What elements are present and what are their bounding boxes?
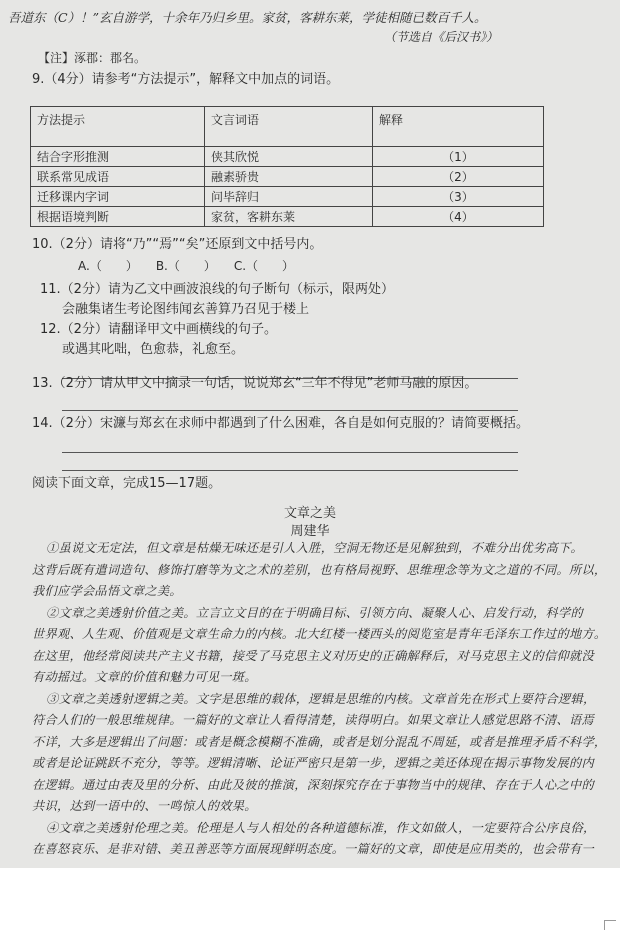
table-cell: 结合字形推测 xyxy=(31,147,205,167)
question-14-stem: 14.（2分）宋濂与郑玄在求师中都遇到了什么困难，各自是如何克服的？请简要概括。 xyxy=(32,416,529,431)
question-10-stem: 10.（2分）请将“乃”“焉”“矣”还原到文中括号内。 xyxy=(32,237,323,252)
table-cell: 家贫，客耕东莱 xyxy=(205,207,373,227)
table-cell: 联系常见成语 xyxy=(31,167,205,187)
answer-blank[interactable]: （3） xyxy=(373,187,544,207)
article-line: 或者是论证跳跃不充分，等等。逻辑清晰、论证严密只是第一步，逻辑之美还体现在揭示事物发展的内 xyxy=(32,756,594,770)
article-line: 在这里，他经常阅读共产主义书籍，接受了马克思主义对历史的正确解释后，对马克思主义的信仰就没 xyxy=(32,648,594,663)
table-header-row xyxy=(31,107,544,147)
question-9-stem: 9.（4分）请参考“方法提示”，解释文中加点的词语。 xyxy=(32,72,340,87)
question-11-sentence: 会融集诸生考论图纬闻玄善算乃召见于楼上 xyxy=(62,302,310,317)
question-12-stem: 12.（2分）请翻译甲文中画横线的句子。 xyxy=(40,322,277,337)
article-line: 共识，达到一语中的、一鸣惊人的效果。 xyxy=(32,799,257,813)
table-cell: 融素骄贵 xyxy=(205,167,373,187)
article-line: 不详，大多是逻辑出了问题：或者是概念模糊不准确，或者是划分混乱不周延，或者是推理矛盾不科学， xyxy=(32,734,607,749)
answer-line[interactable] xyxy=(62,452,518,453)
article-line: 世界观、人生观、价值观是文章生命力的内核。北大红楼一楼西头的阅览室是青年毛泽东工作过的地方。 xyxy=(32,627,607,641)
method-table xyxy=(30,106,544,227)
table-row xyxy=(31,147,544,167)
header-word: 文言词语 xyxy=(205,107,373,147)
passage-line: 吾道东（C）！”玄自游学，十余年乃归乡里。家贫，客耕东莱，学徒相随已数百千人。 xyxy=(8,10,487,25)
table-row xyxy=(31,187,544,207)
article-line: ③文章之美透射逻辑之美。文字是思维的载体，逻辑是思维的内核。文章首先在形式上要符合逻辑， xyxy=(46,691,596,706)
annotation-note: 【注】涿郡：郡名。 xyxy=(38,51,147,65)
article-line: ②文章之美透射价值之美。立言立文目的在于明确目标、引领方向、凝聚人心、启发行动，科学的 xyxy=(46,605,583,620)
header-explain: 解释 xyxy=(373,107,544,147)
source-citation: （节选自《后汉书》） xyxy=(384,30,499,44)
article-line: ①虽说文无定法，但文章是枯燥无味还是引人入胜，空洞无物还是见解独到，不难分出优劣高下。 xyxy=(46,541,583,555)
article-line: 我们应学会品悟文章之美。 xyxy=(32,584,182,598)
table-cell: 迁移课内字词 xyxy=(31,187,205,207)
table-cell: 问毕辞归 xyxy=(205,187,373,207)
answer-blank[interactable]: （2） xyxy=(373,167,544,187)
table-cell: 侠其欣悦 xyxy=(205,147,373,167)
article-line: ④文章之美透射伦理之美。伦理是人与人相处的各种道德标准，作文如做人，一定要符合公序良俗， xyxy=(46,820,596,835)
answer-line[interactable] xyxy=(62,470,518,471)
answer-blank[interactable]: （1） xyxy=(373,147,544,167)
question-13-stem: 13.（2分）请从甲文中摘录一句话，说说郑玄“三年不得见”老师马融的原因。 xyxy=(32,376,478,391)
question-11-stem: 11.（2分）请为乙文中画波浪线的句子断句（标示，限两处） xyxy=(40,282,394,297)
article-line: 符合人们的一般思维规律。一篇好的文章让人看得清楚，读得明白。如果文章让人感觉思路不清、语焉 xyxy=(32,713,594,727)
answer-line[interactable] xyxy=(62,410,518,411)
article-line: 在喜怒哀乐、是非对错、美丑善恶等方面展现鲜明态度。一篇好的文章，即使是应用类的，也会带有一 xyxy=(32,842,594,856)
answer-blank[interactable]: （4） xyxy=(373,207,544,227)
header-method: 方法提示 xyxy=(31,107,205,147)
table-row xyxy=(31,207,544,227)
question-10-options[interactable]: A.（ ） B.（ ） C.（ ） xyxy=(78,259,295,273)
article-line: 在逻辑。通过由表及里的分析、由此及彼的推演，深刻探究存在于事物当中的规律、存在于人心之中的 xyxy=(32,777,594,792)
reading-instruction: 阅读下面文章，完成15—17题。 xyxy=(32,476,222,491)
table-cell: 根据语境判断 xyxy=(31,207,205,227)
article-line: 这背后既有遣词造句、修饰打磨等为文之术的差别，也有格局视野、思维理念等为文之道的不同。所以， xyxy=(32,562,607,577)
article-title: 文章之美 xyxy=(283,506,336,521)
page-corner-mark xyxy=(604,920,616,930)
question-12-sentence: 或遇其叱咄，色愈恭，礼愈至。 xyxy=(62,342,245,357)
article-body xyxy=(32,538,608,861)
table-row xyxy=(31,167,544,187)
article-author: 周建华 xyxy=(290,524,330,539)
article-line: 有动摇过。文章的价值和魅力可见一斑。 xyxy=(32,670,257,684)
